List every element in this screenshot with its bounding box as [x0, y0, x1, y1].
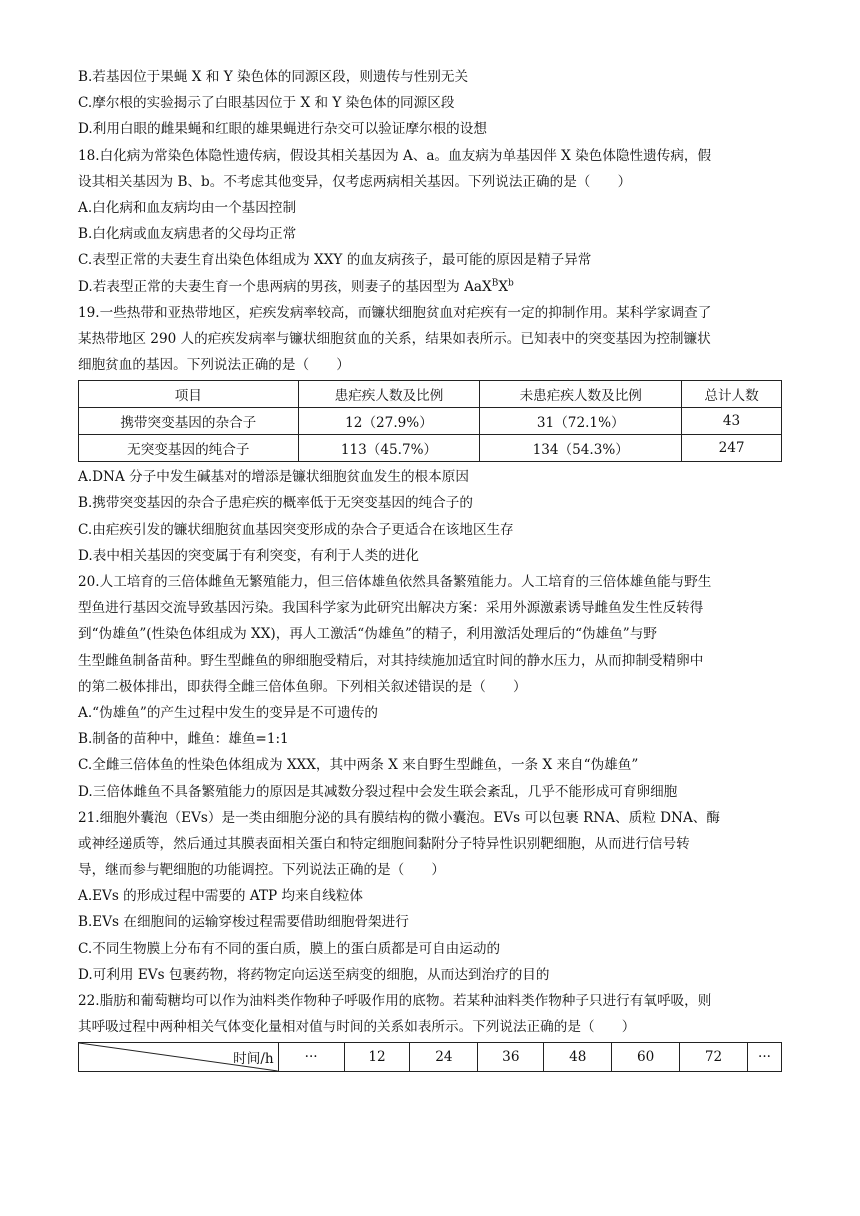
q21-option-a: A.EVs 的形成过程中需要的 ATP 均来自线粒体: [78, 888, 364, 905]
table-cell: 48: [544, 1043, 612, 1072]
q19-stem-line-2: 某热带地区 290 人的疟疾发病率与镰状细胞贫血的关系，结果如表所示。已知表中的突变基因为控制镰状: [78, 330, 711, 347]
q19-table-header-row: [79, 381, 782, 408]
table-cell: 60: [612, 1043, 680, 1072]
q19-header-malaria: 患疟疾人数及比例: [298, 381, 480, 408]
q22-corner-cell: [79, 1043, 279, 1072]
q17-option-d: D.利用白眼的雌果蝇和红眼的雄果蝇进行杂交可以验证摩尔根的设想: [78, 121, 487, 138]
table-cell: 43: [682, 408, 782, 435]
table-cell: ···: [748, 1043, 782, 1072]
q19-stem-line-3: 细胞贫血的基因。下列说法正确的是（ ）: [78, 357, 350, 374]
table-cell: 12: [344, 1043, 410, 1072]
q21-option-d: D.可利用 EVs 包裹药物，将药物定向运送至病变的细胞，从而达到治疗的目的: [78, 966, 550, 983]
q20-stem-line-5: 的第二极体排出，即获得全雌三倍体鱼卵。下列相关叙述错误的是（ ）: [78, 678, 527, 695]
q20-stem-line-4: 生型雌鱼制备苗种。野生型雌鱼的卵细胞受精后，对其持续施加适宜时间的静水压力，从而抑制受精卵中: [78, 652, 704, 669]
table-cell: 113（45.7%）: [298, 435, 480, 462]
q21-stem-line-2: 或神经递质等，然后通过其膜表面相关蛋白和特定细胞间黏附分子特异性识别靶细胞，从而进行信号转: [78, 835, 690, 852]
table-cell: 无突变基因的纯合子: [79, 435, 299, 462]
exam-page: [78, 64, 784, 1074]
table-row: [79, 435, 782, 462]
table-cell: 134（54.3%）: [480, 435, 682, 462]
q21-stem-line-3: 导，继而参与靶细胞的功能调控。下列说法正确的是（ ）: [78, 862, 446, 879]
q22-data-table: [78, 1042, 782, 1072]
q18-option-d: [78, 274, 784, 300]
q20-option-c: C.全雌三倍体鱼的性染色体组成为 XXX，其中两条 X 来自野生型雌鱼，一条 X 来自“伪雄鱼”: [78, 757, 639, 774]
q19-stem-line-1: 19.一些热带和亚热带地区，疟疾发病率较高，而镰状细胞贫血对疟疾有一定的抑制作用。某科学家调查了: [78, 304, 712, 321]
table-cell: 24: [410, 1043, 478, 1072]
q19-option-b: B.携带突变基因的杂合子患疟疾的概率低于无突变基因的纯合子的: [78, 495, 473, 512]
table-cell: ···: [278, 1043, 344, 1072]
q21-stem-line-1: 21.细胞外囊泡（EVs）是一类由细胞分泌的具有膜结构的微小囊泡。EVs 可以包裹 RNA、质粒 DNA、酶: [78, 809, 720, 826]
q20-option-d: D.三倍体雌鱼不具备繁殖能力的原因是其减数分裂过程中会发生联会紊乱，几乎不能形成可育卵细胞: [78, 783, 678, 800]
q20-stem-line-3: 到“伪雄鱼”(性染色体组成为 XX)，再人工激活“伪雄鱼”的精子，利用激活处理后的“伪雄鱼”与野: [78, 626, 657, 643]
q19-header-total: 总计人数: [682, 381, 782, 408]
table-cell: 247: [682, 435, 782, 462]
q19-option-d: D.表中相关基因的突变属于有利突变，有利于人类的进化: [78, 547, 419, 564]
q18-option-d-sup-2: b: [508, 277, 514, 288]
q20-option-b: B.制备的苗种中，雌鱼：雄鱼=1:1: [78, 731, 289, 748]
q18-stem-line-1: 18.白化病为常染色体隐性遗传病，假设其相关基因为 A、a。血友病为单基因伴 X 染色体隐性遗传病，假: [78, 147, 712, 164]
q20-stem-line-2: 型鱼进行基因交流导致基因污染。我国科学家为此研究出解决方案：采用外源激素诱导雌鱼发生性反转得: [78, 600, 704, 617]
q18-stem-line-2: 设其相关基因为 B、b。不考虑其他变异，仅考虑两病相关基因。下列说法正确的是（ ）: [78, 173, 632, 190]
q19-option-c: C.由疟疾引发的镰状细胞贫血基因突变形成的杂合子更适合在该地区生存: [78, 521, 514, 538]
q17-option-c: C.摩尔根的实验揭示了白眼基因位于 X 和 Y 染色体的同源区段: [78, 95, 455, 112]
q18-option-d-x: X: [498, 278, 508, 295]
q20-option-a: A.“伪雄鱼”的产生过程中发生的变异是不可遗传的: [78, 704, 378, 721]
q18-option-d-sup-1: B: [491, 277, 499, 288]
q18-option-b: B.白化病或血友病患者的父母均正常: [78, 226, 297, 243]
q19-option-a: A.DNA 分子中发生碱基对的增添是镰状细胞贫血发生的根本原因: [78, 469, 469, 486]
q18-option-c: C.表型正常的夫妻生育出染色体组成为 XXY 的血友病孩子，最可能的原因是精子异常: [78, 252, 592, 269]
q21-option-b: B.EVs 在细胞间的运输穿梭过程需要借助细胞骨架进行: [78, 914, 409, 931]
table-cell: 31（72.1%）: [480, 408, 682, 435]
table-row: [79, 408, 782, 435]
q19-header-item: 项目: [79, 381, 299, 408]
q22-stem-line-2: 其呼吸过程中两种相关气体变化量相对值与时间的关系如表所示。下列说法正确的是（ ）: [78, 1019, 636, 1036]
q22-stem-line-1: 22.脂肪和葡萄糖均可以作为油料类作物种子呼吸作用的底物。若某种油料类作物种子只进行有氧呼吸，则: [78, 993, 712, 1009]
table-cell: 36: [478, 1043, 544, 1072]
q18-option-a: A.白化病和血友病均由一个基因控制: [78, 199, 297, 216]
q21-option-c: C.不同生物膜上分布有不同的蛋白质，膜上的蛋白质都是可自由运动的: [78, 940, 501, 957]
q17-option-b: B.若基因位于果蝇 X 和 Y 染色体的同源区段，则遗传与性别无关: [78, 69, 469, 85]
q22-table-header-row: [79, 1043, 782, 1072]
q19-data-table: [78, 380, 782, 462]
table-cell: 72: [680, 1043, 748, 1072]
q20-stem-line-1: 20.人工培育的三倍体雌鱼无繁殖能力，但三倍体雄鱼依然具备繁殖能力。人工培育的三倍体雄鱼能与野生: [78, 574, 712, 590]
q22-corner-label: 时间/h: [233, 1051, 274, 1068]
q18-option-d-text: D.若表型正常的夫妻生育一个患两病的男孩，则妻子的基因型为 AaX: [78, 278, 492, 295]
q19-header-no-malaria: 未患疟疾人数及比例: [480, 381, 682, 408]
table-cell: 携带突变基因的杂合子: [79, 408, 299, 435]
table-cell: 12（27.9%）: [298, 408, 480, 435]
